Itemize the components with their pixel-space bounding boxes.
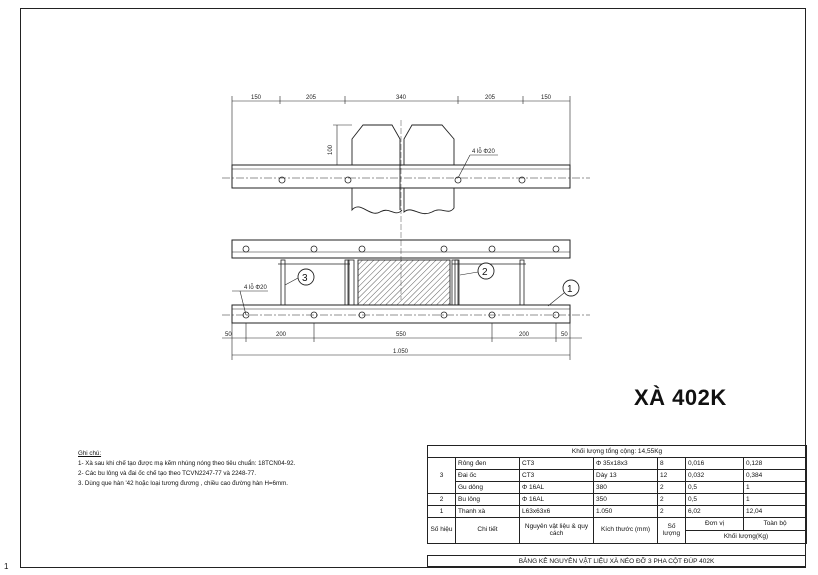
bom-material: L63x63x6 [520,506,594,518]
bom-unit: 0,016 [686,458,744,470]
dim-bottom-1: 50 [225,332,232,338]
bom-header-no: Số hiệu [428,518,456,544]
bom-name: Thanh xà [456,506,520,518]
balloon-3 [285,269,314,285]
balloon-3-label: 3 [302,273,308,284]
balloon-2-label: 2 [482,267,488,278]
bom-row [428,506,807,518]
bom-qty: 2 [658,482,686,494]
dim-bottom-4: 200 [519,332,530,338]
bom-total-mass: Khối lượng tổng cộng: 14,55Kg [428,446,807,458]
balloon-1 [548,280,579,306]
bom-header-size: Kích thước (mm) [594,518,658,544]
notes-heading: Ghi chú: [78,450,102,457]
bom-name: Rông đen [456,458,520,470]
bom-material: Φ 16AL [520,482,594,494]
bom-unit: 6,02 [686,506,744,518]
bom-qty: 2 [658,494,686,506]
bom-qty: 2 [658,506,686,518]
bom-header-material: Nguyên vật liệu & quy cách [520,518,594,544]
note-line-2: 2- Các bu lông và đai ốc chế tạo theo TCVN2247-77 và 2248-77. [78,470,257,477]
side-dimension [333,125,352,165]
post-outline [352,125,454,214]
bom-row [428,482,807,494]
bom-material: CT3 [520,458,594,470]
hatched-post-section [358,260,450,305]
bom-size: 350 [594,494,658,506]
bill-of-materials-table [427,445,807,544]
bom-total: 12,04 [744,506,807,518]
bom-unit: 0,5 [686,494,744,506]
dim-bottom-2: 200 [276,332,287,338]
bom-name: Bu lông [456,494,520,506]
bom-header-name: Chi tiết [456,518,520,544]
bom-name: Đai ốc [456,470,520,482]
hole-callout-bottom: 4 lỗ Φ20 [244,285,267,291]
notes-block [78,449,295,489]
bom-material: Φ 16AL [520,494,594,506]
dim-top-5: 150 [541,95,552,101]
bom-total: 1 [744,494,807,506]
lower-angle-bar [232,305,570,323]
bom-material: CT3 [520,470,594,482]
bom-no: 2 [428,494,456,506]
bom-header-row [428,518,807,531]
dim-side: 100 [328,144,334,155]
dim-top-2: 205 [306,95,317,101]
bom-total: 1 [744,482,807,494]
bom-no: 1 [428,506,456,518]
bom-size: 1.050 [594,506,658,518]
dim-total: 1.050 [393,349,409,355]
dim-top-1: 150 [251,95,262,101]
hole-leader-top [458,155,470,178]
bom-unit: 0,032 [686,470,744,482]
dim-bottom-5: 50 [561,332,568,338]
bom-header-total: Toàn bộ [744,518,807,531]
bom-size: Φ 35x18x3 [594,458,658,470]
bom-row [428,494,807,506]
dim-top-4: 205 [485,95,496,101]
note-line-3: 3. Dùng que hàn '42 hoặc loại tương đương , chiều cao đường hàn H=6mm. [78,480,288,487]
bom-qty: 12 [658,470,686,482]
bom-header-mass: Khối lượng(Kg) [686,531,807,544]
corner-mark: 1 [4,562,9,571]
bom-size: 380 [594,482,658,494]
bom-row [428,470,807,482]
bom-caption: BẢNG KÊ NGUYÊN VẬT LIỆU XÀ NÉO ĐỠ 3 PHA CỘT ĐÚP 402K [427,555,806,567]
note-line-1: 1- Xà sau khi chế tạo được mạ kẽm nhúng nóng theo tiêu chuẩn: 18TCN04-92. [78,460,296,467]
hole-leader-bottom [240,291,246,315]
balloon-1-label: 1 [567,284,573,295]
balloon-2 [460,263,494,279]
dim-top-3: 340 [396,95,407,101]
bom-header-unit: Đơn vị [686,518,744,531]
bom-size: Dày 13 [594,470,658,482]
bom-name: Gu dông [456,482,520,494]
bom-row [428,458,807,470]
bom-unit: 0,5 [686,482,744,494]
bom-no: 3 [428,458,456,494]
hole-callout-top: 4 lỗ Φ20 [472,149,495,155]
bom-total: 0,384 [744,470,807,482]
dim-bottom-3: 550 [396,332,407,338]
bom-qty: 8 [658,458,686,470]
drawing-title: XÀ 402K [634,385,727,410]
bom-total: 0,128 [744,458,807,470]
bom-header-qty: Số lượng [658,518,686,544]
